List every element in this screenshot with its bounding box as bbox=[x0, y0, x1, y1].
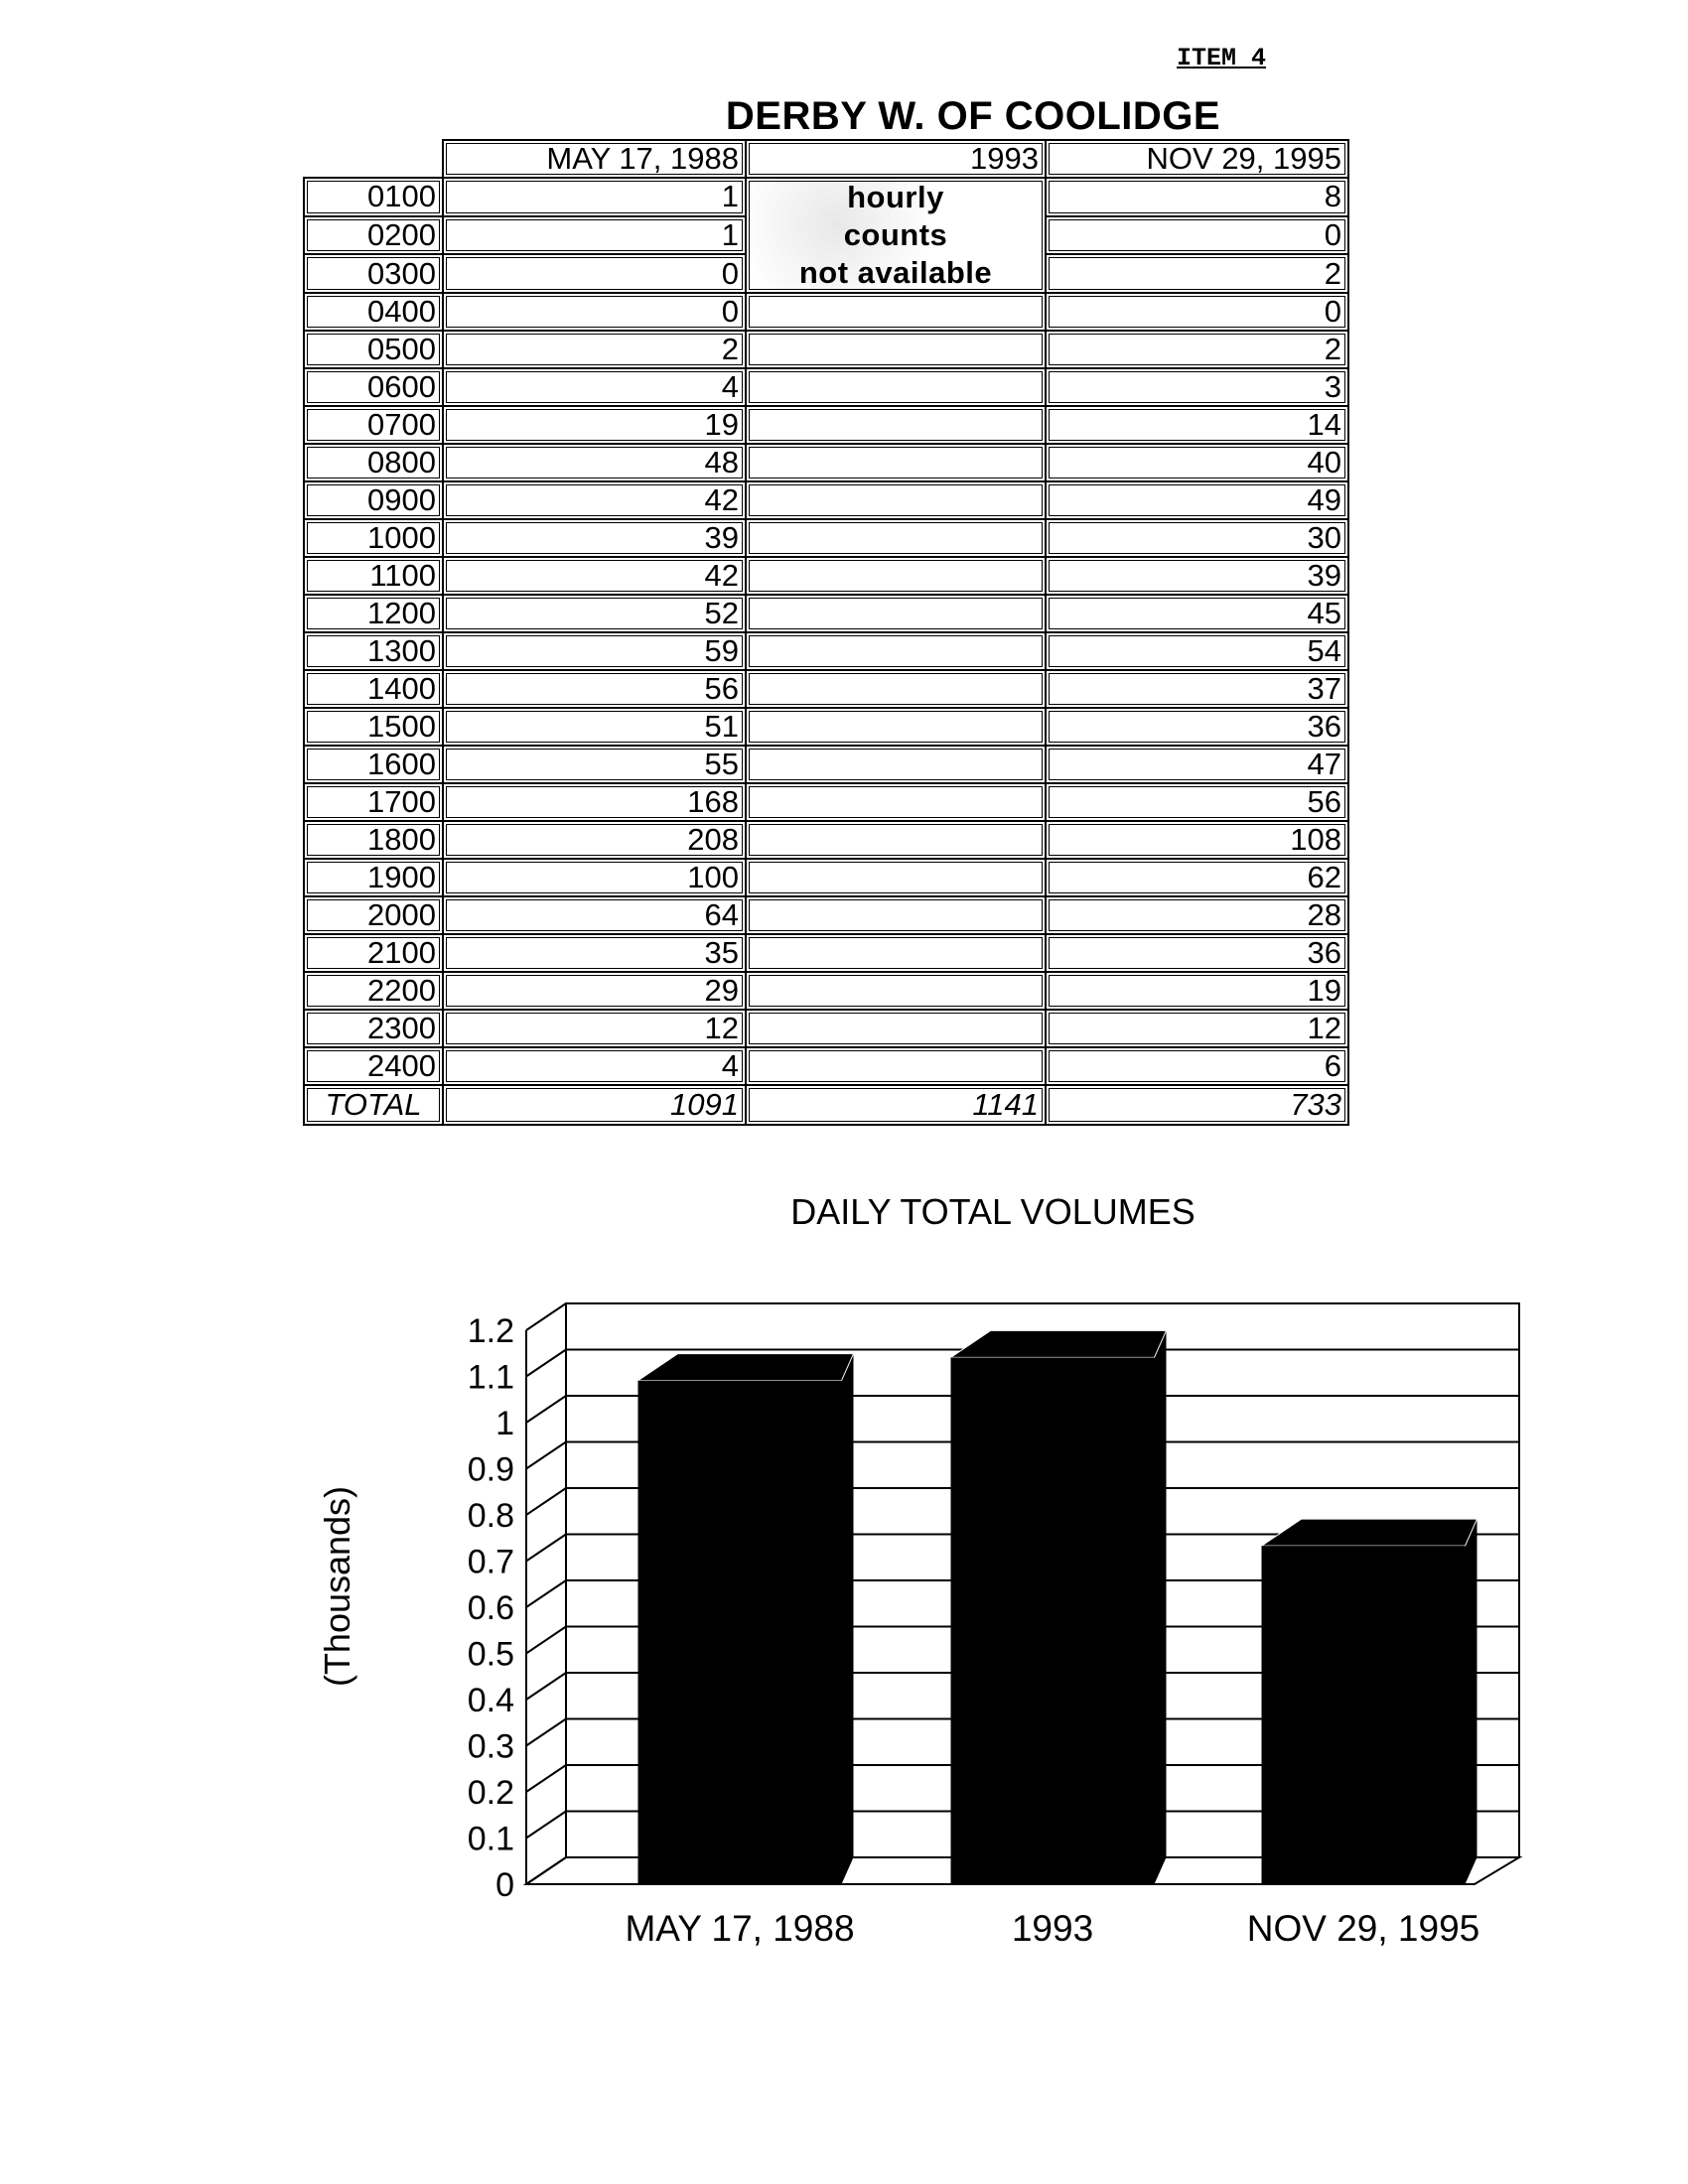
row-time: 0400 bbox=[304, 293, 443, 331]
chart-y-ticks bbox=[468, 1312, 514, 1904]
row-time: 1100 bbox=[304, 557, 443, 595]
row-value-nov-1995: 56 bbox=[1046, 783, 1348, 821]
note-line: hourly bbox=[847, 180, 944, 214]
row-value-nov-1995: 2 bbox=[1046, 254, 1348, 293]
column-header-may-1988: MAY 17, 1988 bbox=[443, 140, 746, 178]
row-value-may-1988: 208 bbox=[443, 821, 746, 859]
row-value-may-1988: 42 bbox=[443, 557, 746, 595]
bar bbox=[951, 1357, 1155, 1884]
gridline-side bbox=[526, 1303, 566, 1330]
row-value-nov-1995: 45 bbox=[1046, 595, 1348, 632]
row-value-may-1988: 52 bbox=[443, 595, 746, 632]
y-tick-label: 0.9 bbox=[467, 1450, 514, 1489]
column-header-1993: 1993 bbox=[746, 140, 1046, 178]
row-value-may-1988: 100 bbox=[443, 859, 746, 896]
row-value-may-1988: 0 bbox=[443, 293, 746, 331]
total-nov-1995: 733 bbox=[1046, 1085, 1348, 1125]
gridline-side bbox=[526, 1442, 566, 1469]
row-value-may-1988: 56 bbox=[443, 670, 746, 708]
y-tick-label: 0.3 bbox=[467, 1727, 514, 1766]
gridline-side bbox=[526, 1627, 566, 1654]
row-time: 2100 bbox=[304, 934, 443, 972]
row-time: 0200 bbox=[304, 216, 443, 255]
y-tick-label: 1.2 bbox=[467, 1312, 514, 1350]
row-time: 1400 bbox=[304, 670, 443, 708]
row-value-nov-1995: 36 bbox=[1046, 708, 1348, 746]
y-tick-label: 0 bbox=[495, 1866, 514, 1904]
item-label: ITEM 4 bbox=[1177, 44, 1267, 72]
row-time: 0300 bbox=[304, 254, 443, 293]
bar bbox=[1262, 1546, 1466, 1884]
total-may-1988: 1091 bbox=[443, 1085, 746, 1125]
note-line: not available bbox=[798, 255, 993, 290]
y-tick-label: 1 bbox=[495, 1405, 514, 1442]
gridline-side bbox=[526, 1350, 566, 1377]
gridline-side bbox=[526, 1488, 566, 1515]
row-value-may-1988: 51 bbox=[443, 708, 746, 746]
chart-y-axis-label: (Thousands) bbox=[317, 1485, 357, 1688]
row-value-may-1988: 35 bbox=[443, 934, 746, 972]
row-value-nov-1995: 47 bbox=[1046, 746, 1348, 783]
y-tick-label: 1.1 bbox=[467, 1358, 514, 1397]
note-line: counts bbox=[843, 217, 948, 252]
row-value-nov-1995: 39 bbox=[1046, 557, 1348, 595]
row-value-nov-1995: 49 bbox=[1046, 481, 1348, 519]
gridline-side bbox=[526, 1765, 566, 1792]
row-value-nov-1995: 14 bbox=[1046, 406, 1348, 444]
row-time: 2200 bbox=[304, 972, 443, 1010]
row-value-nov-1995: 8 bbox=[1046, 178, 1348, 216]
row-value-nov-1995: 36 bbox=[1046, 934, 1348, 972]
gridline-side bbox=[526, 1580, 566, 1607]
row-value-may-1988: 1 bbox=[443, 216, 746, 255]
row-time: 1900 bbox=[304, 859, 443, 896]
row-value-nov-1995: 40 bbox=[1046, 444, 1348, 481]
y-tick-label: 0.2 bbox=[467, 1774, 514, 1812]
gridline-side bbox=[526, 1535, 566, 1562]
row-value-may-1988: 4 bbox=[443, 368, 746, 406]
row-value-may-1988: 39 bbox=[443, 519, 746, 557]
row-time: 0500 bbox=[304, 331, 443, 368]
row-value-nov-1995: 37 bbox=[1046, 670, 1348, 708]
row-time: 0800 bbox=[304, 444, 443, 481]
row-time: 1800 bbox=[304, 821, 443, 859]
y-tick-label: 0.6 bbox=[467, 1589, 514, 1627]
gridline-side bbox=[526, 1396, 566, 1423]
row-value-may-1988: 19 bbox=[443, 406, 746, 444]
row-value-may-1988: 42 bbox=[443, 481, 746, 519]
y-tick-label: 0.4 bbox=[467, 1682, 514, 1719]
row-time: 1600 bbox=[304, 746, 443, 783]
row-value-may-1988: 4 bbox=[443, 1047, 746, 1085]
chart-title: DAILY TOTAL VOLUMES bbox=[790, 1191, 1196, 1232]
bar-side bbox=[1466, 1519, 1477, 1884]
y-tick-label: 0.1 bbox=[467, 1820, 514, 1858]
x-category-label: MAY 17, 1988 bbox=[625, 1908, 855, 1949]
row-value-nov-1995: 0 bbox=[1046, 293, 1348, 331]
row-value-may-1988: 1 bbox=[443, 178, 746, 216]
row-time: 1000 bbox=[304, 519, 443, 557]
row-time: 2400 bbox=[304, 1047, 443, 1085]
row-value-may-1988: 0 bbox=[443, 254, 746, 293]
row-time: 1500 bbox=[304, 708, 443, 746]
row-value-nov-1995: 108 bbox=[1046, 821, 1348, 859]
row-value-nov-1995: 12 bbox=[1046, 1010, 1348, 1047]
row-value-nov-1995: 30 bbox=[1046, 519, 1348, 557]
row-value-may-1988: 12 bbox=[443, 1010, 746, 1047]
gridline-side bbox=[526, 1673, 566, 1700]
row-time: 0100 bbox=[304, 178, 443, 216]
gridline-side bbox=[526, 1719, 566, 1746]
row-value-may-1988: 2 bbox=[443, 331, 746, 368]
row-value-nov-1995: 0 bbox=[1046, 216, 1348, 255]
row-value-may-1988: 55 bbox=[443, 746, 746, 783]
chart-x-labels bbox=[625, 1908, 1479, 1949]
y-tick-label: 0.7 bbox=[467, 1543, 514, 1581]
bar-side bbox=[1155, 1330, 1167, 1884]
row-value-may-1988: 168 bbox=[443, 783, 746, 821]
bar-side bbox=[842, 1354, 854, 1884]
table-title: DERBY W. OF COOLIDGE bbox=[725, 94, 1221, 138]
row-value-nov-1995: 2 bbox=[1046, 331, 1348, 368]
row-value-may-1988: 48 bbox=[443, 444, 746, 481]
row-time: 1300 bbox=[304, 632, 443, 670]
total-1993: 1141 bbox=[746, 1085, 1046, 1125]
row-value-may-1988: 64 bbox=[443, 896, 746, 934]
row-value-nov-1995: 6 bbox=[1046, 1047, 1348, 1085]
total-label: TOTAL bbox=[304, 1085, 443, 1125]
row-value-may-1988: 59 bbox=[443, 632, 746, 670]
row-time: 2300 bbox=[304, 1010, 443, 1047]
row-time: 0700 bbox=[304, 406, 443, 444]
y-tick-label: 0.5 bbox=[467, 1635, 514, 1674]
column-header-nov-1995: NOV 29, 1995 bbox=[1046, 140, 1348, 178]
x-category-label: 1993 bbox=[1011, 1908, 1094, 1949]
gridline-side bbox=[526, 1812, 566, 1839]
row-time: 0900 bbox=[304, 481, 443, 519]
row-time: 1200 bbox=[304, 595, 443, 632]
bar bbox=[638, 1381, 842, 1884]
row-time: 1700 bbox=[304, 783, 443, 821]
row-time: 2000 bbox=[304, 896, 443, 934]
row-value-nov-1995: 3 bbox=[1046, 368, 1348, 406]
x-category-label: NOV 29, 1995 bbox=[1246, 1908, 1480, 1949]
row-value-nov-1995: 28 bbox=[1046, 896, 1348, 934]
y-tick-label: 0.8 bbox=[467, 1497, 514, 1535]
row-time: 0600 bbox=[304, 368, 443, 406]
row-value-nov-1995: 54 bbox=[1046, 632, 1348, 670]
row-value-nov-1995: 62 bbox=[1046, 859, 1348, 896]
row-value-may-1988: 29 bbox=[443, 972, 746, 1010]
row-value-nov-1995: 19 bbox=[1046, 972, 1348, 1010]
